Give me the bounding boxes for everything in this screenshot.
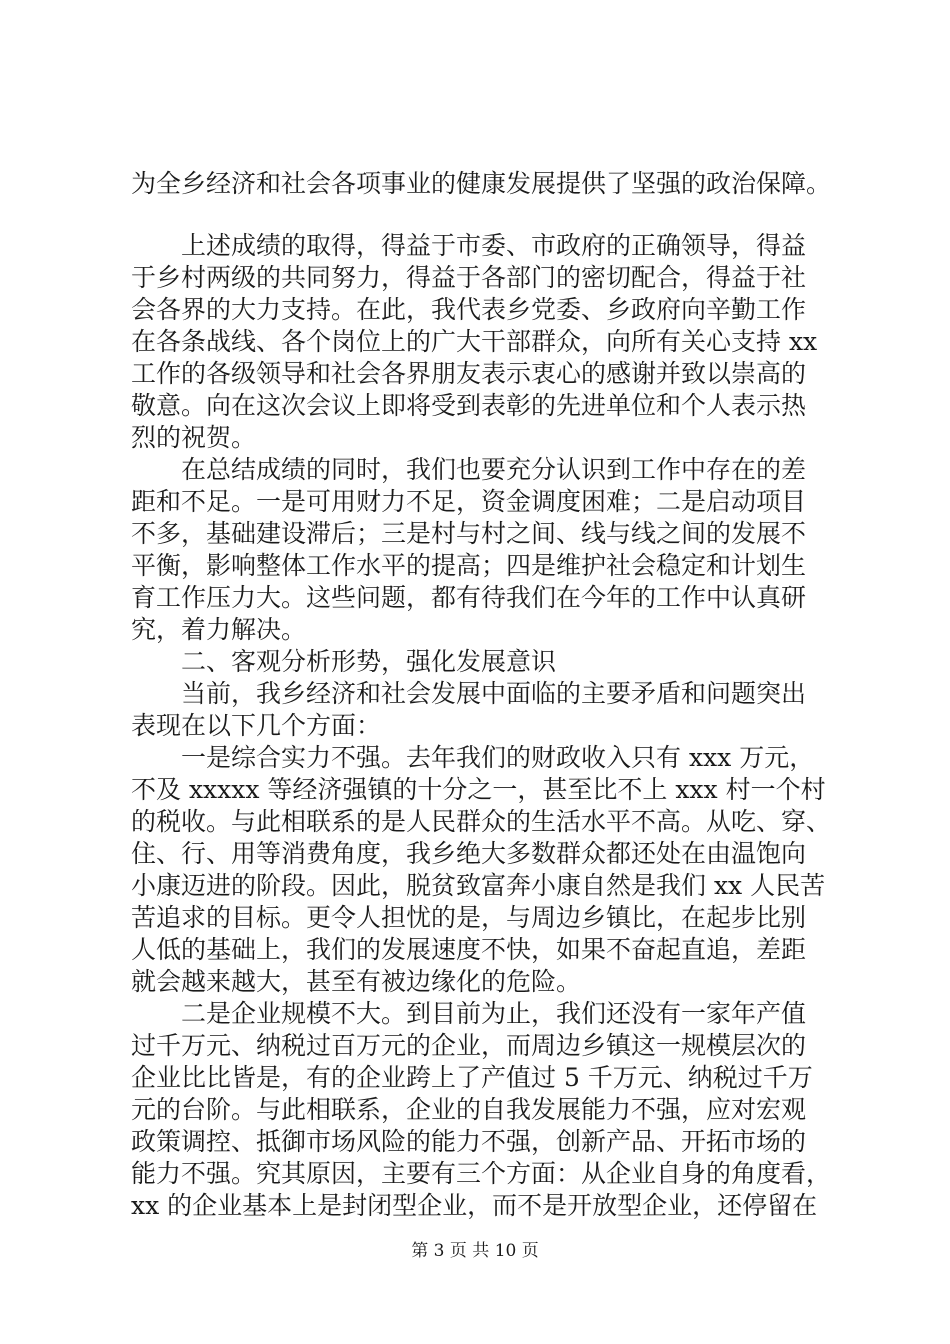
text-line: 究，着力解决。 [131,615,307,644]
page-footer: 第 3 页 共 10 页 [411,1241,539,1261]
text-line: 距和不足。一是可用财力不足，资金调度困难；二是启动项目 [131,487,807,516]
text-line: 当前，我乡经济和社会发展中面临的主要矛盾和问题突出 [181,679,807,708]
text-line: 住、行、用等消费角度，我乡绝大多数群众都还处在由温饱向 [131,839,807,868]
text-line: 二是企业规模不大。到目前为止，我们还没有一家年产值 [181,999,807,1028]
text-line: 元的台阶。与此相联系，企业的自我发展能力不强，应对宏观 [131,1095,807,1124]
text-line: 不多，基础建设滞后；三是村与村之间、线与线之间的发展不 [131,519,807,548]
text-line: 平衡，影响整体工作水平的提高；四是维护社会稳定和计划生 [131,551,807,580]
text-line: 企业比比皆是，有的企业跨上了产值过 5 千万元、纳税过千万 [131,1063,813,1092]
text-line: 于乡村两级的共同努力，得益于各部门的密切配合，得益于社 [131,263,807,292]
text-line: 的税收。与此相联系的是人民群众的生活水平不高。从吃、穿、 [131,807,832,836]
text-line: 育工作压力大。这些问题，都有待我们在今年的工作中认真研 [131,583,807,612]
text-line: 在总结成绩的同时，我们也要充分认识到工作中存在的差 [181,455,807,484]
text-line: xx 的企业基本上是封闭型企业，而不是开放型企业，还停留在 [131,1191,818,1220]
text-line: 一是综合实力不强。去年我们的财政收入只有 xxx 万元， [181,743,815,772]
text-line: 能力不强。究其原因，主要有三个方面：从企业自身的角度看， [131,1159,832,1188]
text-line: 小康迈进的阶段。因此，脱贫致富奔小康自然是我们 xx 人民苦 [131,871,826,900]
text-line: 苦追求的目标。更令人担忧的是，与周边乡镇比，在起步比别 [131,903,807,932]
text-line: 表现在以下几个方面： [131,711,382,740]
text-line: 烈的祝贺。 [131,423,257,452]
text-line: 不及 xxxxx 等经济强镇的十分之一，甚至比不上 xxx 村一个村 [131,775,826,804]
text-line: 会各界的大力支持。在此，我代表乡党委、乡政府向辛勤工作 [131,295,807,324]
text-line: 为全乡经济和社会各项事业的健康发展提供了坚强的政治保障。 [131,169,832,198]
section-heading: 二、客观分析形势，强化发展意识 [181,647,557,676]
text-line: 人低的基础上，我们的发展速度不快，如果不奋起直追，差距 [131,935,807,964]
text-line: 政策调控、抵御市场风险的能力不强，创新产品、开拓市场的 [131,1127,807,1156]
text-line: 工作的各级领导和社会各界朋友表示衷心的感谢并致以崇高的 [131,359,807,388]
text-line: 上述成绩的取得，得益于市委、市政府的正确领导，得益 [181,231,807,260]
text-line: 就会越来越大，甚至有被边缘化的危险。 [131,967,582,996]
text-line: 敬意。向在这次会议上即将受到表彰的先进单位和个人表示热 [131,391,807,420]
text-line: 在各条战线、各个岗位上的广大干部群众，向所有关心支持 xx [131,327,818,356]
text-line: 过千万元、纳税过百万元的企业，而周边乡镇这一规模层次的 [131,1031,807,1060]
